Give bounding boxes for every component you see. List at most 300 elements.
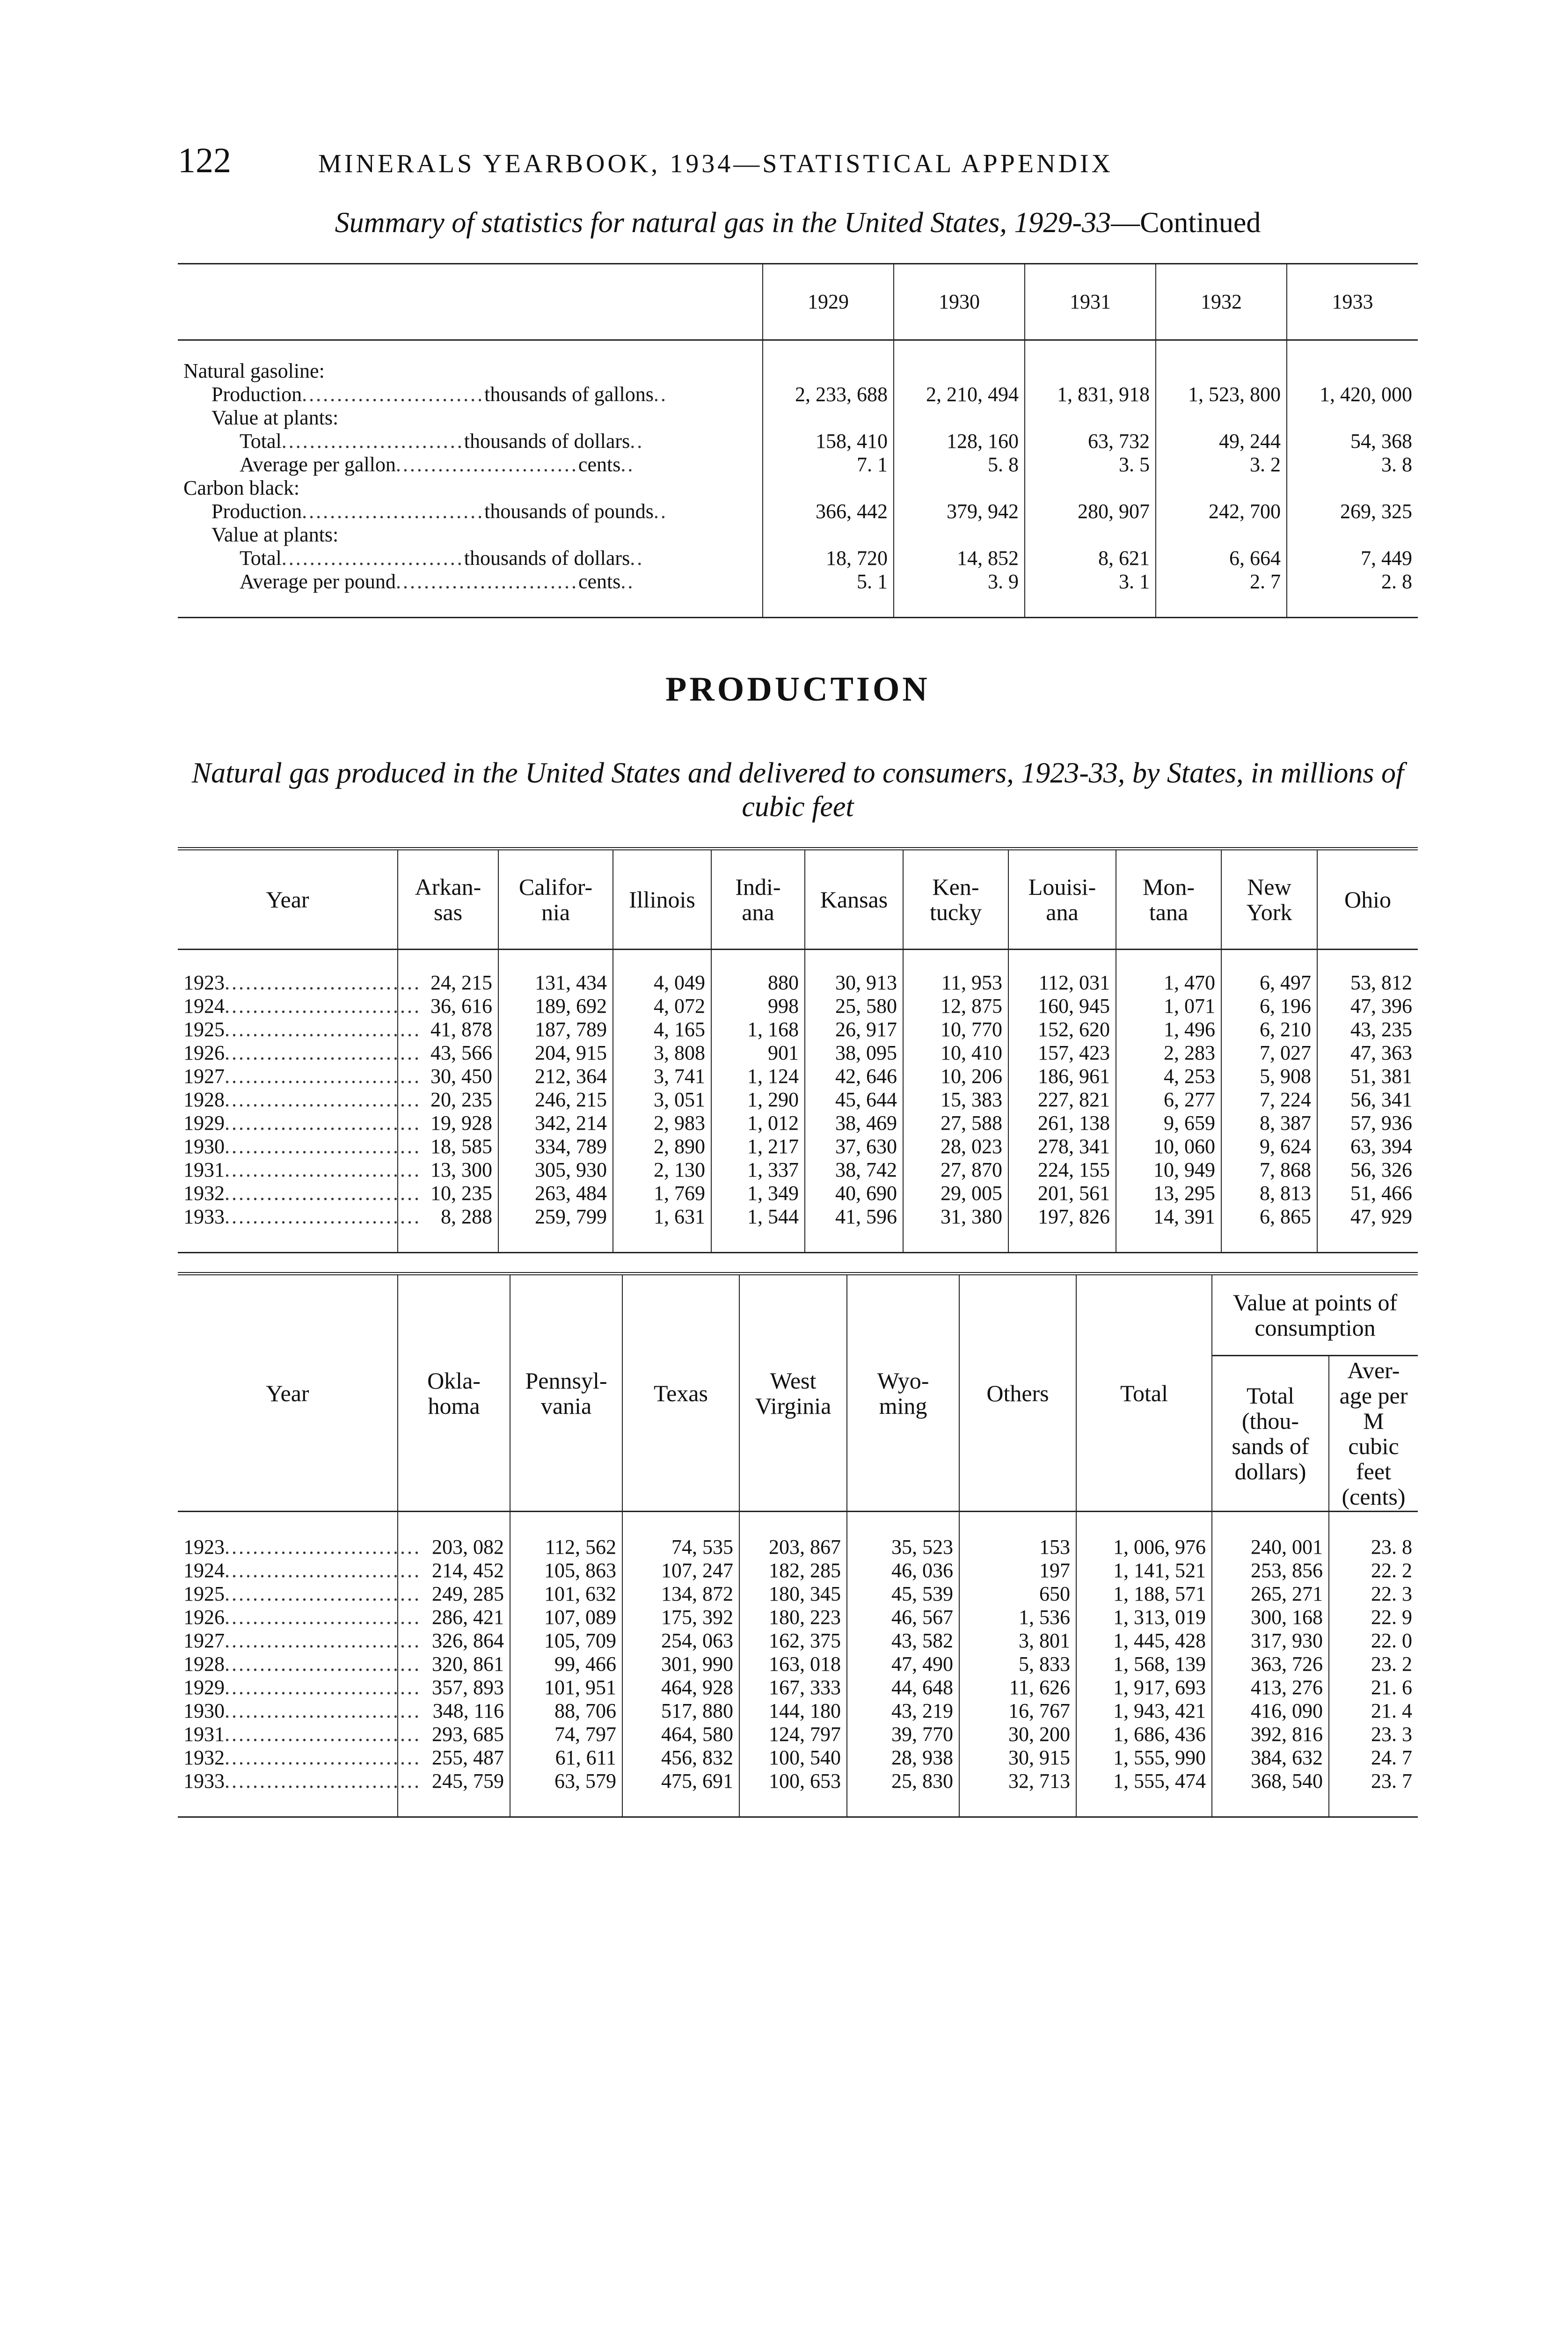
table1-value-cell: 13, 295 [1116,1182,1221,1205]
table2-value-cell: 1, 917, 693 [1076,1676,1212,1699]
year-label: 1931 [183,1723,225,1746]
table2-value-cell: 464, 928 [622,1676,739,1699]
table2-value-cell: 100, 540 [739,1746,847,1770]
leader-dots: ............................ [225,1723,421,1746]
summary-value-cell: 49, 244 [1156,430,1287,453]
summary-row-label [178,476,763,500]
leader-dots: ............................ [225,1746,421,1769]
table2-year-header: Year [178,1274,398,1512]
year-label: 1928 [183,1088,225,1111]
table1-value-cell: 189, 692 [498,995,613,1018]
table1-value-cell: 38, 469 [805,1112,903,1135]
year-label: 1923 [183,971,225,994]
table1-value-cell: 14, 391 [1116,1205,1221,1253]
production-table-part-1 [178,847,1418,1253]
table2-value-cell: 182, 285 [739,1559,847,1582]
table1-value-cell: 8, 288 [398,1205,498,1253]
leader-dots: ............................ [225,1629,421,1652]
table2-state-header: Pennsyl- vania [510,1274,622,1512]
leader-dots: ............................ [225,971,421,994]
summary-value-cell [763,523,894,547]
summary-header-row [178,264,1418,340]
summary-value-cell: 3. 1 [1025,570,1156,618]
table2-row [178,1629,1418,1653]
summary-row-unit: thousands of dollars [464,547,630,570]
table1-year-cell [178,1018,421,1041]
year-label: 1925 [183,1582,225,1605]
table2-year-cell [178,1582,421,1606]
table1-value-cell: 47, 363 [1350,1041,1412,1064]
table1-value-cell: 51, 466 [1350,1182,1412,1205]
leader-dots: ............................ [225,1559,421,1582]
table1-value-cell: 31, 380 [903,1205,1008,1253]
summary-row-unit: cents [578,570,621,593]
table1-row [178,1135,1418,1158]
table1-value-cell: 278, 341 [1008,1135,1116,1158]
table2-value-cell: 30, 915 [959,1746,1076,1770]
table2-value-cell: 254, 063 [622,1629,739,1653]
leader-dots: .. [653,500,668,523]
summary-value-cell [1156,523,1287,547]
leader-dots: ............................ [225,1088,421,1111]
table1-row [178,950,1418,995]
table2-value-cell: 1, 536 [959,1606,1076,1629]
table1-value-cell: 47, 929 [1317,1205,1418,1253]
table1-value-cell: 7, 868 [1221,1158,1317,1182]
table1-state-header: Ken- tucky [903,849,1008,950]
table1-value-cell: 201, 561 [1008,1182,1116,1205]
summary-value-cell [763,476,894,500]
table2-value-cell: 326, 864 [398,1629,510,1653]
table2-value-cell: 112, 562 [510,1512,622,1559]
document-page [178,140,1418,1818]
table2-value-cell: 107, 247 [622,1559,739,1582]
summary-value-cell [763,406,894,430]
table2-state-header: Total [1076,1274,1212,1512]
table1-state-header: Califor- nia [498,849,613,950]
summary-year-header: 1930 [894,264,1025,340]
table1-value-cell: 2, 983 [613,1112,711,1135]
table2-value-cell: 1, 568, 139 [1076,1653,1212,1676]
table2-value-cell: 203, 867 [739,1512,847,1559]
table1-value-cell: 37, 630 [805,1135,903,1158]
summary-row-label-text: Total [240,430,282,453]
table1-value-cell: 3, 808 [613,1041,711,1065]
table2-value-cell: 1, 141, 521 [1076,1559,1212,1582]
leader-dots: ............................ [225,1536,421,1558]
summary-table [178,263,1418,618]
table2-header-row [178,1274,1418,1356]
summary-row-unit: cents [578,453,621,476]
table2-value-cell: 44, 648 [847,1676,959,1699]
table1-value-cell: 112, 031 [1008,950,1116,995]
table1-value-cell: 30, 450 [398,1065,498,1088]
table2-value-cell: 293, 685 [398,1723,510,1746]
table1-state-header: Louisi- ana [1008,849,1116,950]
table1-value-cell: 38, 742 [805,1158,903,1182]
table2-value-cell: 1, 006, 976 [1076,1512,1212,1559]
table1-value-cell: 6, 865 [1221,1205,1317,1253]
table1-value-cell: 18, 585 [398,1135,498,1158]
table2-value-cell: 363, 726 [1212,1653,1329,1676]
year-label: 1926 [183,1041,225,1064]
summary-value-cell [1025,340,1156,383]
table1-value-cell: 263, 484 [498,1182,613,1205]
year-label: 1925 [183,1018,225,1041]
table2-value-cell: 107, 089 [510,1606,622,1629]
summary-value-cell [1287,340,1418,383]
leader-dots: .......................... [395,453,578,476]
table2-value-cell: 1, 445, 428 [1076,1629,1212,1653]
table2-value-cell: 25, 830 [847,1770,959,1817]
summary-row-label [178,430,763,453]
summary-row-unit: thousands of dollars [464,430,630,453]
table2-year-cell [178,1676,421,1699]
table1-header-row [178,849,1418,950]
summary-value-cell [1287,406,1418,430]
table2-value-cell: 47, 490 [847,1653,959,1676]
table2-year-cell [178,1629,421,1653]
summary-row-label-text: Carbon black: [183,476,300,499]
table1-value-cell: 28, 023 [903,1135,1008,1158]
summary-row [178,547,1418,570]
summary-value-cell: 3. 2 [1156,453,1287,476]
table1-value-cell: 25, 580 [805,995,903,1018]
summary-row [178,570,1418,618]
table2-value-cell: 63, 579 [510,1770,622,1817]
summary-value-cell: 2, 210, 494 [894,383,1025,406]
table2-value-cell: 475, 691 [622,1770,739,1817]
summary-value-cell [894,406,1025,430]
table2-value-cell: 249, 285 [398,1582,510,1606]
summary-value-cell: 5. 1 [763,570,894,618]
table2-value-cell: 35, 523 [847,1512,959,1559]
production-caption: Natural gas produced in the United States and delivered to consumers, 1923-33, by States, in millions of cubic feet [191,757,1404,823]
table1-value-cell: 160, 945 [1008,995,1116,1018]
table1-value-cell: 246, 215 [498,1088,613,1112]
summary-value-cell [763,340,894,383]
table2-value-cell: 5, 833 [959,1653,1076,1676]
summary-value-cell: 14, 852 [894,547,1025,570]
summary-row-label [178,570,763,618]
year-label: 1927 [183,1629,225,1652]
table1-value-cell: 7, 027 [1221,1041,1317,1065]
summary-row [178,500,1418,523]
table2-value-cell: 240, 001 [1212,1512,1329,1559]
table1-row [178,1018,1418,1041]
table1-value-cell: 7, 224 [1221,1088,1317,1112]
table1-value-cell: 9, 659 [1116,1112,1221,1135]
table2-value-cell: 43, 582 [847,1629,959,1653]
table1-value-cell: 56, 341 [1350,1088,1412,1111]
table2-value-cell: 650 [959,1582,1076,1606]
table1-value-cell: 51, 381 [1350,1065,1412,1088]
table1-value-cell: 2, 890 [613,1135,711,1158]
table1-value-cell: 38, 095 [805,1041,903,1065]
table2-value-cell: 416, 090 [1212,1699,1329,1723]
summary-header-label [178,264,763,340]
table1-value-cell: 45, 644 [805,1088,903,1112]
table2-year-cell [178,1512,421,1559]
summary-caption [178,206,1418,240]
table1-year-cell [178,1088,421,1112]
table1-value-cell: 1, 337 [711,1158,805,1182]
table1-value-cell: 3, 741 [613,1065,711,1088]
table1-value-cell: 2, 130 [613,1158,711,1182]
summary-row-label [178,383,763,406]
page-number: 122 [178,141,231,180]
leader-dots: ............................ [225,995,421,1017]
table2-value-cell: 175, 392 [622,1606,739,1629]
leader-dots: ............................ [225,1653,421,1675]
table2-value-cell: 74, 797 [510,1723,622,1746]
leader-dots: .. [620,453,635,476]
year-label: 1933 [183,1205,225,1228]
table1-value-cell: 19, 928 [398,1112,498,1135]
table1-value-cell: 1, 290 [711,1088,805,1112]
table1-row [178,1065,1418,1088]
summary-value-cell: 269, 325 [1340,500,1412,523]
table2-value-cell: 11, 626 [959,1676,1076,1699]
summary-value-cell: 2, 233, 688 [763,383,894,406]
table1-state-header: Ohio [1317,849,1418,950]
table1-value-cell: 27, 870 [903,1158,1008,1182]
table1-value-cell: 9, 624 [1221,1135,1317,1158]
table2-year-cell [178,1723,421,1746]
table1-year-cell [178,1065,421,1088]
summary-value-cell: 1, 831, 918 [1025,383,1156,406]
summary-value-cell [1156,340,1287,383]
summary-row-label-text: Production [211,383,302,406]
table2-value-cell: 180, 223 [739,1606,847,1629]
table1-value-cell: 224, 155 [1008,1158,1116,1182]
table1-value-cell: 10, 206 [903,1065,1008,1088]
table1-value-cell: 56, 326 [1350,1158,1412,1181]
summary-row [178,453,1418,476]
table1-value-cell: 1, 012 [711,1112,805,1135]
table1-value-cell: 1, 544 [711,1205,805,1253]
table1-value-cell: 901 [711,1041,805,1065]
table1-value-cell: 1, 470 [1116,950,1221,995]
summary-row-label-text: Average per gallon [240,453,396,476]
summary-row-label-text: Average per pound [240,570,396,593]
table2-value-cell: 348, 116 [398,1699,510,1723]
table1-state-header: Arkan- sas [398,849,498,950]
table1-value-cell: 1, 071 [1116,995,1221,1018]
table1-state-header: Mon- tana [1116,849,1221,950]
table2-value-cell: 23. 2 [1371,1653,1412,1675]
table1-value-cell: 259, 799 [498,1205,613,1253]
table1-value-cell: 41, 878 [398,1018,498,1041]
table1-value-cell: 43, 235 [1350,1018,1412,1041]
summary-row-label-text: Natural gasoline: [183,359,325,382]
table2-value-cell: 99, 466 [510,1653,622,1676]
table2-value-subheader: Aver- age per M cubic feet (cents) [1329,1356,1418,1512]
table2-value-cell: 100, 653 [739,1770,847,1817]
summary-year-header: 1931 [1025,264,1156,340]
table1-year-cell [178,1112,421,1135]
running-head-title: MINERALS YEARBOOK, 1934—STATISTICAL APPENDIX [318,149,1113,178]
table1-value-cell: 10, 060 [1116,1135,1221,1158]
table2-value-cell: 22. 2 [1371,1559,1412,1582]
summary-value-cell: 7, 449 [1361,547,1412,570]
table2-value-cell: 384, 632 [1212,1746,1329,1770]
summary-value-cell [1025,523,1156,547]
table2-row [178,1606,1418,1629]
table1-year-cell [178,1158,421,1182]
table2-year-cell [178,1653,421,1676]
table1-row [178,1182,1418,1205]
year-label: 1929 [183,1676,225,1699]
table2-year-cell [178,1559,421,1582]
table1-value-cell: 13, 300 [398,1158,498,1182]
table1-value-cell: 53, 812 [1350,971,1412,994]
summary-value-cell [1287,523,1418,547]
table2-value-cell: 203, 082 [398,1512,510,1559]
summary-value-cell: 6, 664 [1156,547,1287,570]
table2-value-cell: 1, 555, 990 [1076,1746,1212,1770]
summary-value-cell: 3. 9 [894,570,1025,618]
table2-row [178,1770,1418,1817]
leader-dots: ............................ [225,1770,421,1792]
table1-value-cell: 334, 789 [498,1135,613,1158]
year-label: 1923 [183,1536,225,1558]
table2-value-cell: 23. 3 [1371,1723,1412,1746]
table2-value-cell: 197 [959,1559,1076,1582]
table2-value-cell: 153 [959,1512,1076,1559]
table1-row [178,1088,1418,1112]
table1-value-cell: 4, 049 [613,950,711,995]
table1-value-cell: 204, 915 [498,1041,613,1065]
table1-value-cell: 20, 235 [398,1088,498,1112]
summary-value-cell [894,340,1025,383]
summary-value-cell [894,476,1025,500]
table2-value-subheader: Total (thou- sands of dollars) [1212,1356,1329,1512]
table2-value-cell: 23. 7 [1329,1770,1418,1817]
leader-dots: ............................ [225,1135,421,1158]
table1-year-cell [178,1041,421,1065]
table1-value-cell: 63, 394 [1350,1135,1412,1158]
table1-value-cell: 40, 690 [805,1182,903,1205]
table2-value-cell: 74, 535 [622,1512,739,1559]
summary-value-cell: 2. 7 [1156,570,1287,618]
year-label: 1930 [183,1135,225,1158]
summary-year-header: 1929 [763,264,894,340]
leader-dots: .......................... [281,547,464,570]
summary-value-cell: 366, 442 [763,500,894,523]
summary-value-cell: 8, 621 [1025,547,1156,570]
summary-row-label-text: Value at plants: [211,406,339,429]
leader-dots: ............................ [225,1205,421,1228]
table2-value-cell: 101, 951 [510,1676,622,1699]
table1-value-cell: 43, 566 [398,1041,498,1065]
table1-value-cell: 157, 423 [1008,1041,1116,1065]
table2-value-cell: 23. 8 [1371,1536,1412,1558]
table2-value-cell: 214, 452 [398,1559,510,1582]
table2-row [178,1582,1418,1606]
table2-value-cell: 101, 632 [510,1582,622,1606]
summary-row-unit: thousands of gallons [484,383,654,406]
table2-value-cell: 286, 421 [398,1606,510,1629]
summary-value-cell [1025,406,1156,430]
table2-state-header: Okla- homa [398,1274,510,1512]
table2-row [178,1699,1418,1723]
leader-dots: .......................... [281,430,464,453]
table1-value-cell: 4, 165 [613,1018,711,1041]
summary-row-unit: thousands of pounds [484,500,654,523]
year-label: 1926 [183,1606,225,1629]
summary-value-cell: 128, 160 [894,430,1025,453]
running-head [178,140,1418,192]
table2-row [178,1512,1418,1559]
leader-dots: .. [630,547,644,570]
table2-state-header: Wyo- ming [847,1274,959,1512]
table2-state-header: Others [959,1274,1076,1512]
table1-value-cell: 8, 813 [1221,1182,1317,1205]
table1-value-cell: 47, 396 [1350,995,1412,1017]
summary-value-cell [1287,476,1418,500]
table2-year-cell [178,1746,421,1770]
table2-value-cell: 1, 313, 019 [1076,1606,1212,1629]
year-label: 1932 [183,1746,225,1769]
table1-value-cell: 10, 410 [903,1041,1008,1065]
table2-value-cell: 61, 611 [510,1746,622,1770]
table1-value-cell: 3, 051 [613,1088,711,1112]
leader-dots: ............................ [225,1699,421,1722]
table2-value-cell: 43, 219 [847,1699,959,1723]
table2-value-cell: 1, 188, 571 [1076,1582,1212,1606]
leader-dots: .. [653,383,668,406]
summary-value-cell [1156,406,1287,430]
table1-year-cell [178,995,421,1018]
leader-dots: ............................ [225,1158,421,1181]
summary-row [178,430,1418,453]
table2-value-cell: 22. 9 [1371,1606,1412,1629]
table2-value-cell: 253, 856 [1212,1559,1329,1582]
table1-value-cell: 8, 387 [1221,1112,1317,1135]
summary-row-label [178,453,763,476]
table1-value-cell: 1, 124 [711,1065,805,1088]
year-label: 1928 [183,1653,225,1675]
summary-row [178,406,1418,430]
table1-value-cell: 1, 496 [1116,1018,1221,1041]
table1-value-cell: 11, 953 [903,950,1008,995]
table1-value-cell: 186, 961 [1008,1065,1116,1088]
table2-value-cell: 28, 938 [847,1746,959,1770]
leader-dots: .......................... [395,570,578,593]
summary-row-label-text: Production [211,500,302,523]
year-label: 1924 [183,1559,225,1582]
summary-value-cell: 2. 8 [1287,570,1418,618]
table1-value-cell: 6, 210 [1221,1018,1317,1041]
table2-value-cell: 180, 345 [739,1582,847,1606]
table1-value-cell: 4, 253 [1116,1065,1221,1088]
summary-row [178,383,1418,406]
table2-value-cell: 301, 990 [622,1653,739,1676]
table2-value-cell: 255, 487 [398,1746,510,1770]
year-label: 1924 [183,995,225,1017]
table1-value-cell: 212, 364 [498,1065,613,1088]
table2-value-cell: 24. 7 [1371,1746,1412,1769]
table1-value-cell: 12, 875 [903,995,1008,1018]
summary-year-header: 1933 [1287,264,1418,340]
leader-dots: ............................ [225,1041,421,1064]
table1-value-cell: 187, 789 [498,1018,613,1041]
table1-row [178,1205,1418,1253]
table2-value-cell: 16, 767 [959,1699,1076,1723]
table2-row [178,1653,1418,1676]
year-label: 1930 [183,1699,225,1722]
